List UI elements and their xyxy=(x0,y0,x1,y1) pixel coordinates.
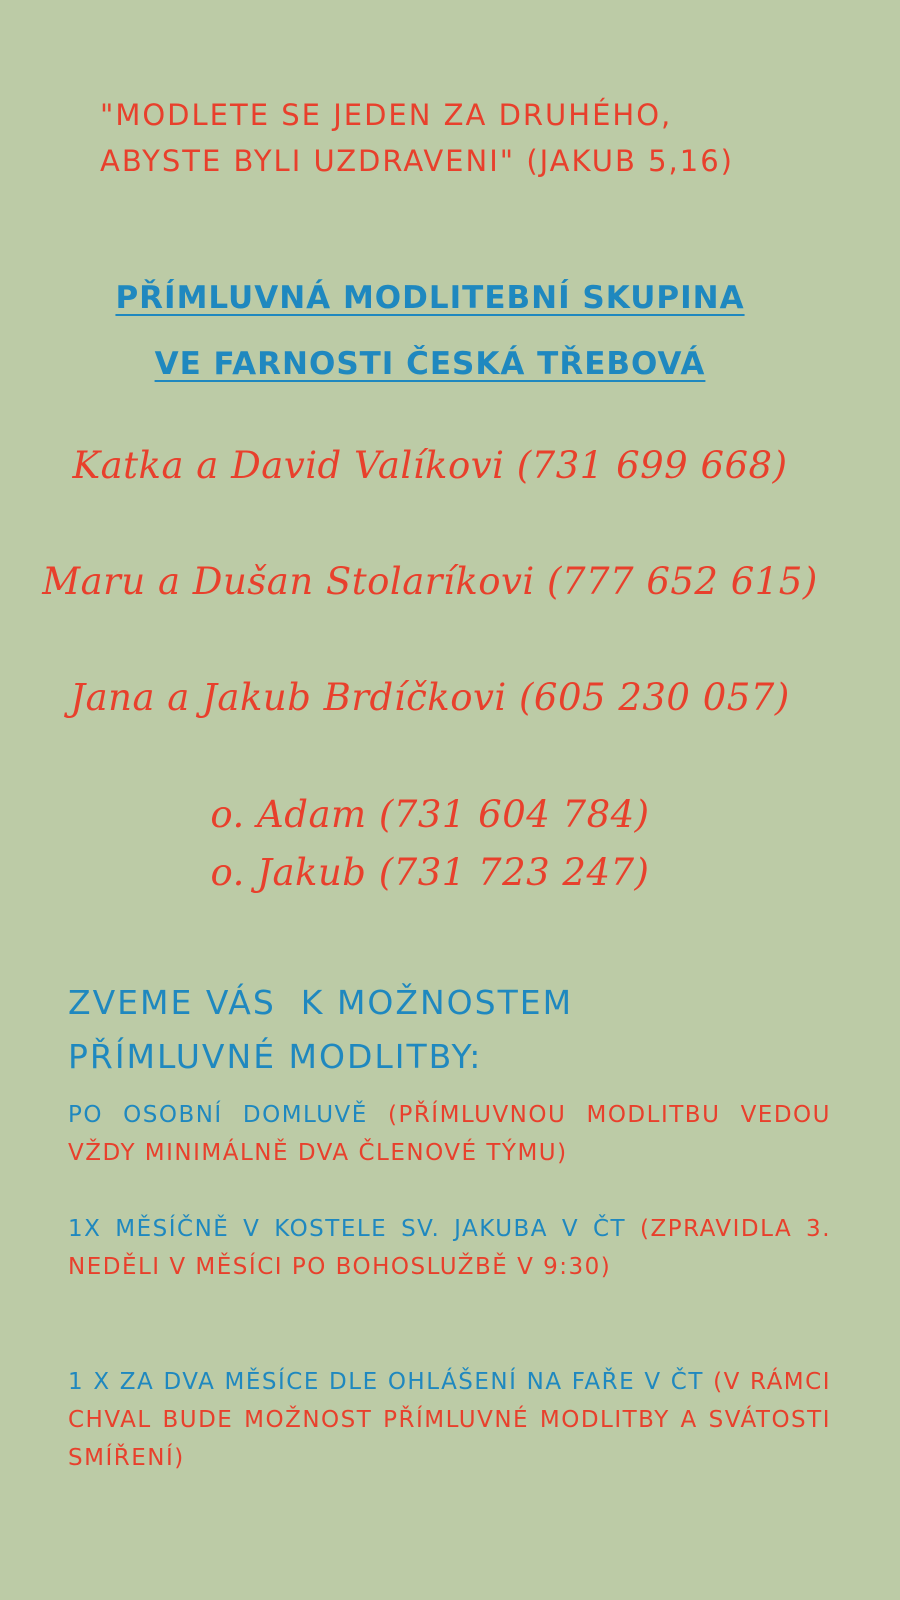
contact-stolarikovi: Maru a Dušan Stolaríkovi (777 652 615) xyxy=(42,560,818,603)
option-2-note: (ZPRAVIDLA 3. NEDĚLI V MĚSÍCI PO BOHOSLUŽBĚ V 9:30) xyxy=(68,1216,832,1280)
title-line-2: VE FARNOSTI ČESKÁ TŘEBOVÁ xyxy=(154,346,706,382)
title-line-1: PŘÍMLUVNÁ MODLITEBNÍ SKUPINA xyxy=(115,280,745,316)
option-3-main: 1 X ZA DVA MĚSÍCE DLE OHLÁŠENÍ NA FAŘE V ČT xyxy=(68,1369,704,1395)
invite-line-1: ZVEME VÁS K MOŽNOSTEM xyxy=(68,983,574,1022)
option-monthly-church xyxy=(68,1210,831,1286)
quote-line-2: ABYSTE BYLI UZDRAVENI" (JAKUB 5,16) xyxy=(100,144,734,178)
invite-line-2: PŘÍMLUVNÉ MODLITBY: xyxy=(68,1037,483,1076)
option-2-main: 1X MĚSÍČNĚ V KOSTELE SV. JAKUBA V ČT xyxy=(68,1216,627,1242)
option-1-main: PO OSOBNÍ DOMLUVĚ xyxy=(68,1102,368,1128)
page-title xyxy=(0,265,860,397)
option-3-note: (V RÁMCI CHVAL BUDE MOŽNOST PŘÍMLUVNÉ MODLITBY A SVÁTOSTI SMÍŘENÍ) xyxy=(68,1369,831,1471)
option-personal-appointment xyxy=(68,1096,831,1172)
bible-quote xyxy=(100,92,840,184)
option-1-note: (PŘÍMLUVNOU MODLITBU VEDOU VŽDY MINIMÁLNĚ DVA ČLENOVÉ TÝMU) xyxy=(68,1102,831,1166)
invitation-heading xyxy=(68,976,828,1084)
option-bimonthly-parish xyxy=(68,1363,831,1477)
contact-o-jakub: o. Jakub (731 723 247) xyxy=(210,851,650,894)
contact-o-adam: o. Adam (731 604 784) xyxy=(210,793,650,836)
contact-brdickovi: Jana a Jakub Brdíčkovi (605 230 057) xyxy=(70,676,790,719)
quote-line-1: "MODLETE SE JEDEN ZA DRUHÉHO, xyxy=(100,98,673,132)
contact-valikovi: Katka a David Valíkovi (731 699 668) xyxy=(72,444,788,487)
